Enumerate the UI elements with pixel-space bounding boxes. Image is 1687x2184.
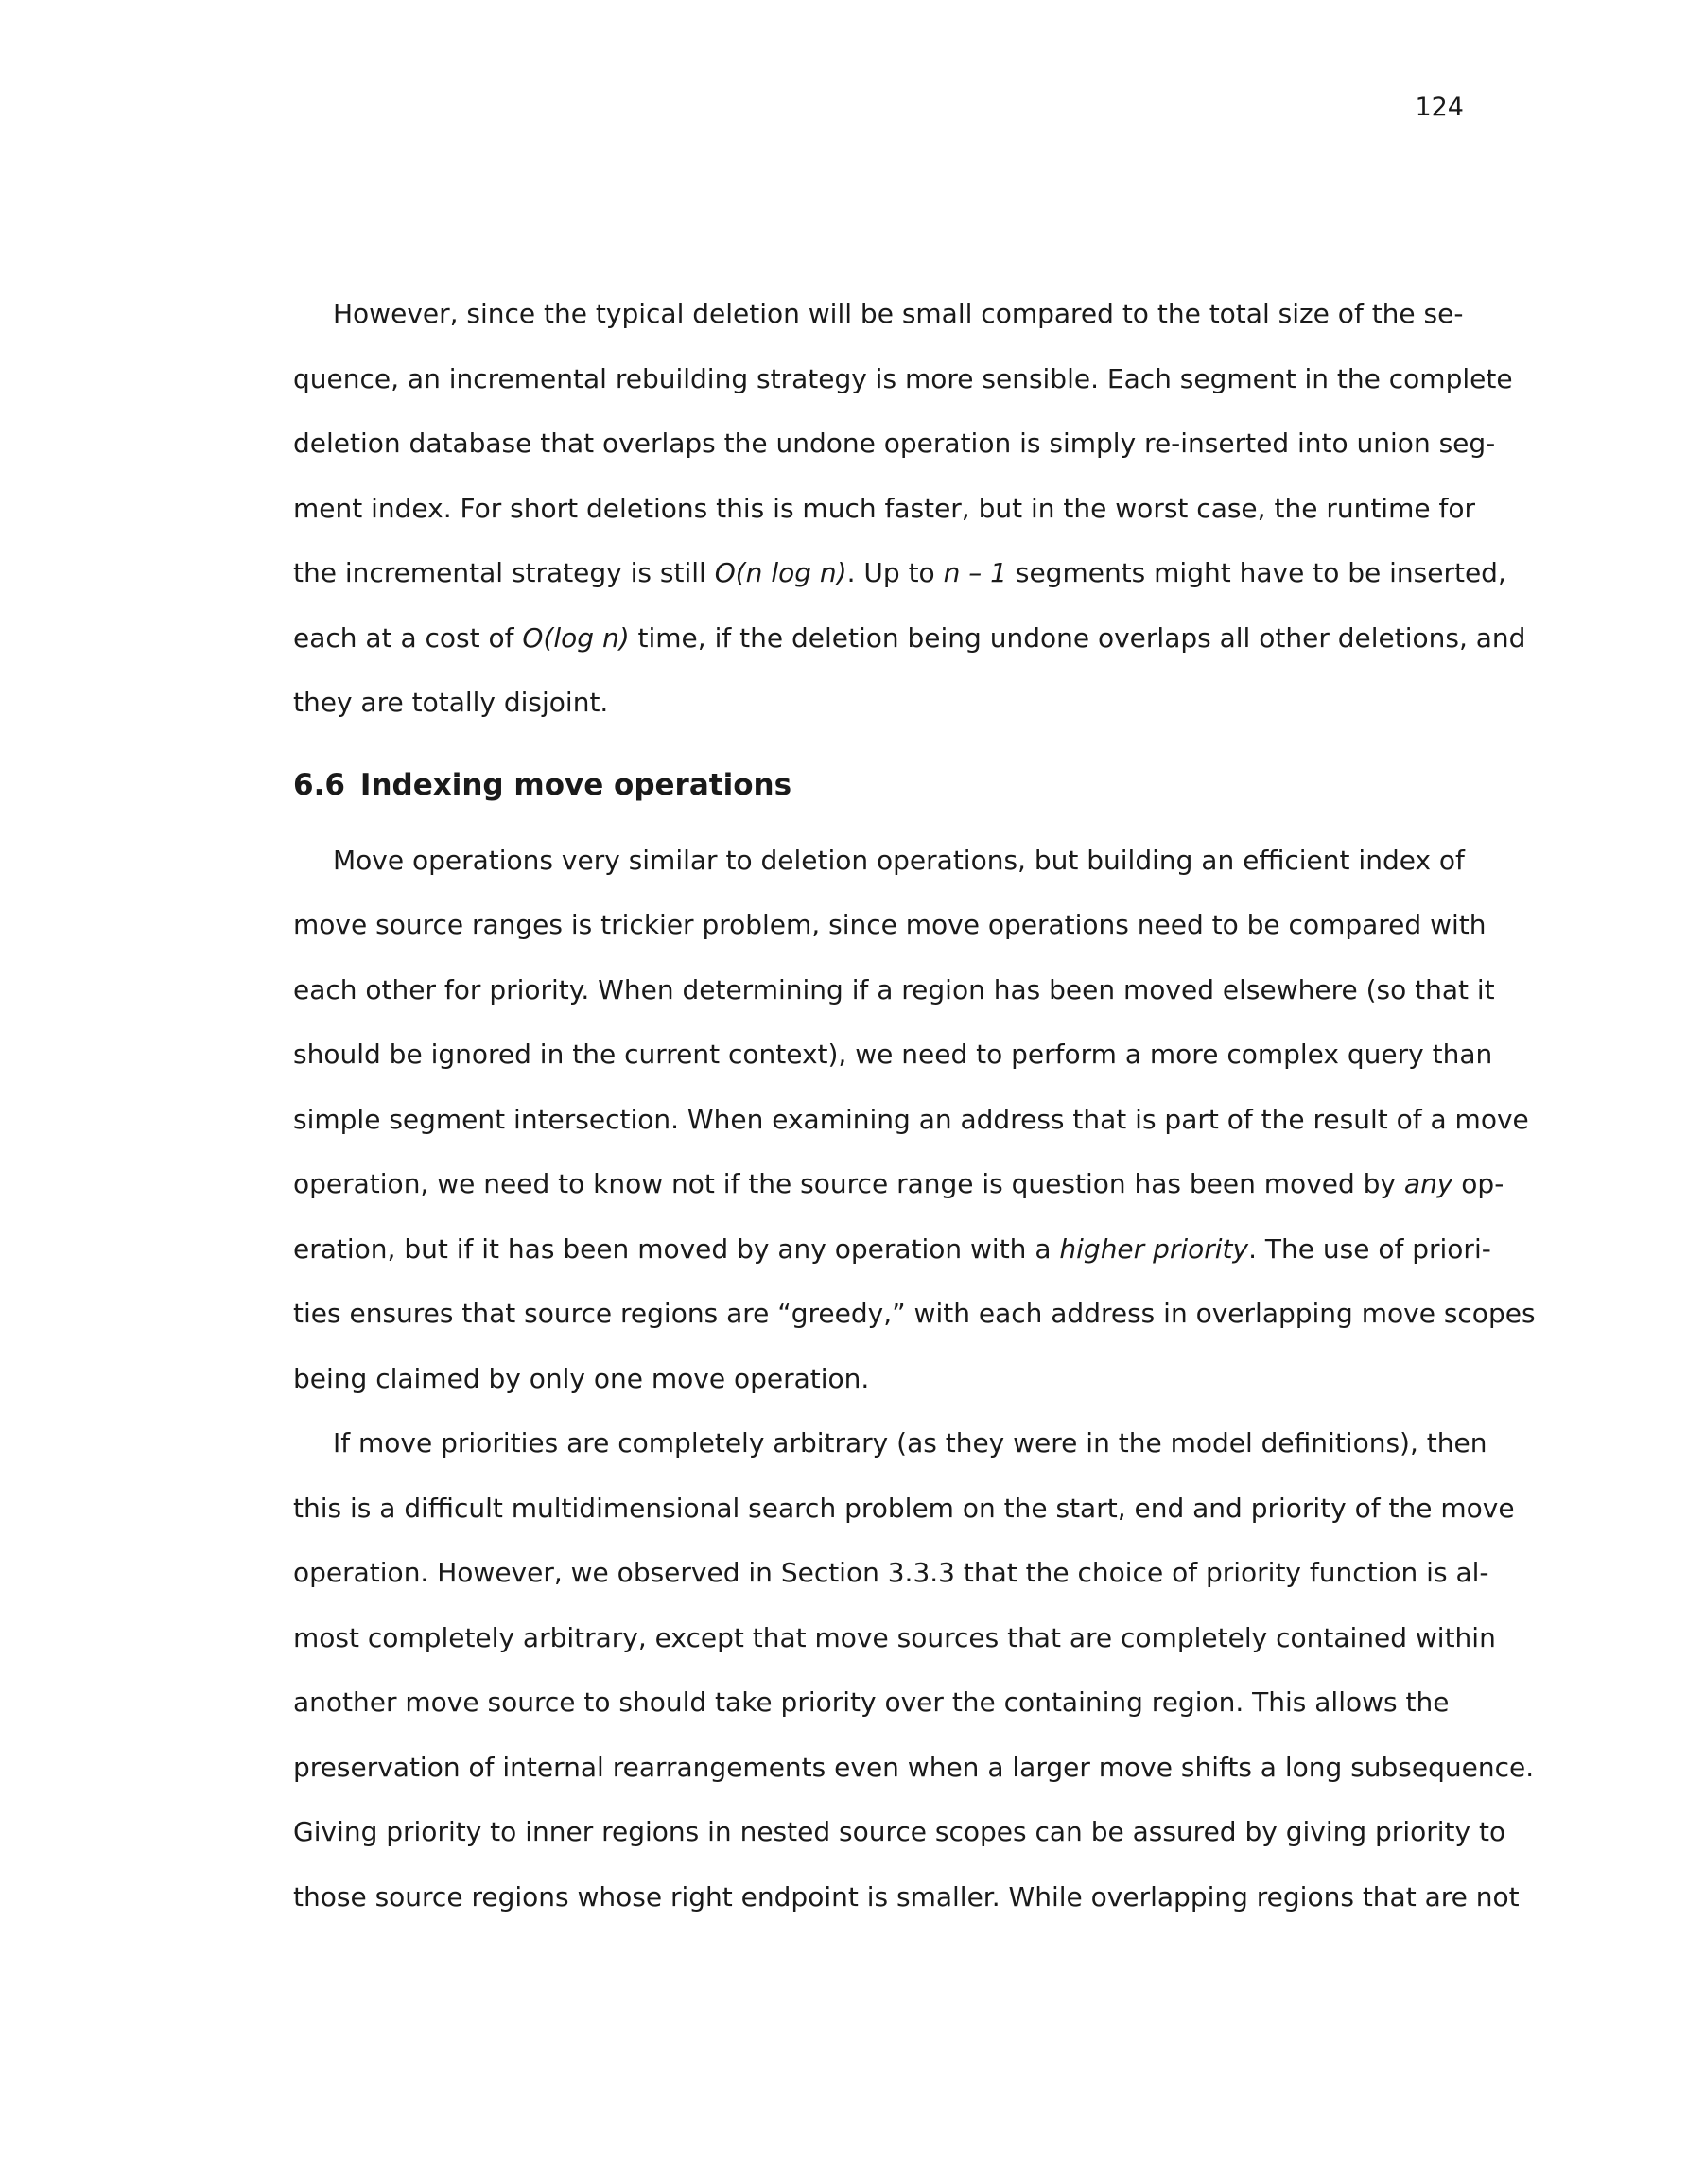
text-run: operation, we need to know not if the source range is question has been moved by <box>293 1168 1404 1199</box>
text-line: simple segment intersection. When examining an address that is part of the result of a move <box>293 1103 1529 1135</box>
text-line: each other for priority. When determining if a region has been moved elsewhere (so that it <box>293 973 1495 1005</box>
text-line: this is a difficult multidimensional search problem on the start, end and priority of the move <box>293 1492 1515 1524</box>
text-line: being claimed by only one move operation. <box>293 1362 870 1394</box>
page-number: 124 <box>1415 93 1464 122</box>
math-expression: n – 1 <box>943 557 1007 588</box>
text-run: time, if the deletion being undone overlaps all other deletions, and <box>629 621 1526 654</box>
text-line <box>293 606 1526 672</box>
text-line: another move source to should take priority over the containing region. This allows the <box>293 1686 1450 1718</box>
body-text <box>293 282 1536 1930</box>
text-run: eration, but if it has been moved by any operation with a <box>293 1232 1060 1265</box>
text-line <box>293 541 1506 606</box>
math-expression: O(log n) <box>522 621 630 654</box>
text-line: ties ensures that source regions are “greedy,” with each address in overlapping move scopes <box>293 1298 1536 1329</box>
text-run: segments might have to be inserted, <box>1006 557 1506 588</box>
paragraph-1 <box>293 282 1526 736</box>
text-line: those source regions whose right endpoint is smaller. While overlapping regions that are not <box>293 1880 1520 1913</box>
text-run: . Up to <box>846 557 944 588</box>
text-line: quence, an incremental rebuilding strategy is more sensible. Each segment in the complete <box>293 362 1513 394</box>
text-line: preservation of internal rearrangements even when a larger move shifts a long subsequence. <box>293 1751 1535 1783</box>
text-line: most completely arbitrary, except that move sources that are completely contained within <box>293 1621 1496 1653</box>
section-title: Indexing move operations <box>359 767 792 802</box>
text-line <box>293 1217 1491 1283</box>
text-line: ment index. For short deletions this is much faster, but in the worst case, the runtime for <box>293 492 1475 524</box>
text-line: they are totally disjoint. <box>293 687 609 718</box>
emphasis: higher priority <box>1059 1232 1249 1265</box>
text-line: If move priorities are completely arbitrary (as they were in the model definitions), then <box>333 1427 1487 1459</box>
text-line <box>293 1152 1504 1217</box>
paragraph-3 <box>293 1411 1535 1930</box>
text-run: each at a cost of <box>293 621 523 654</box>
text-run: the incremental strategy is still <box>293 557 715 588</box>
text-line: should be ignored in the current context), we need to perform a more complex query than <box>293 1039 1493 1070</box>
text-line: move source ranges is trickier problem, since move operations need to be compared with <box>293 909 1487 940</box>
math-expression: O(n log n) <box>714 557 847 588</box>
section-number: 6.6 <box>293 767 345 802</box>
text-line: Giving priority to inner regions in nested source scopes can be assured by giving priority to <box>293 1816 1506 1847</box>
text-line: However, since the typical deletion will be small compared to the total size of the se- <box>333 298 1464 329</box>
text-line: deletion database that overlaps the undone operation is simply re-inserted into union seg- <box>293 428 1496 459</box>
text-line: operation. However, we observed in Section 3.3.3 that the choice of priority function is al- <box>293 1557 1489 1588</box>
text-run: . The use of priori- <box>1248 1232 1491 1265</box>
emphasis: any <box>1403 1168 1453 1199</box>
section-heading <box>293 757 1449 813</box>
text-line: Move operations very similar to deletion operations, but building an efficient index of <box>333 844 1465 876</box>
text-run: op- <box>1452 1168 1504 1199</box>
paragraph-2 <box>293 829 1536 1412</box>
